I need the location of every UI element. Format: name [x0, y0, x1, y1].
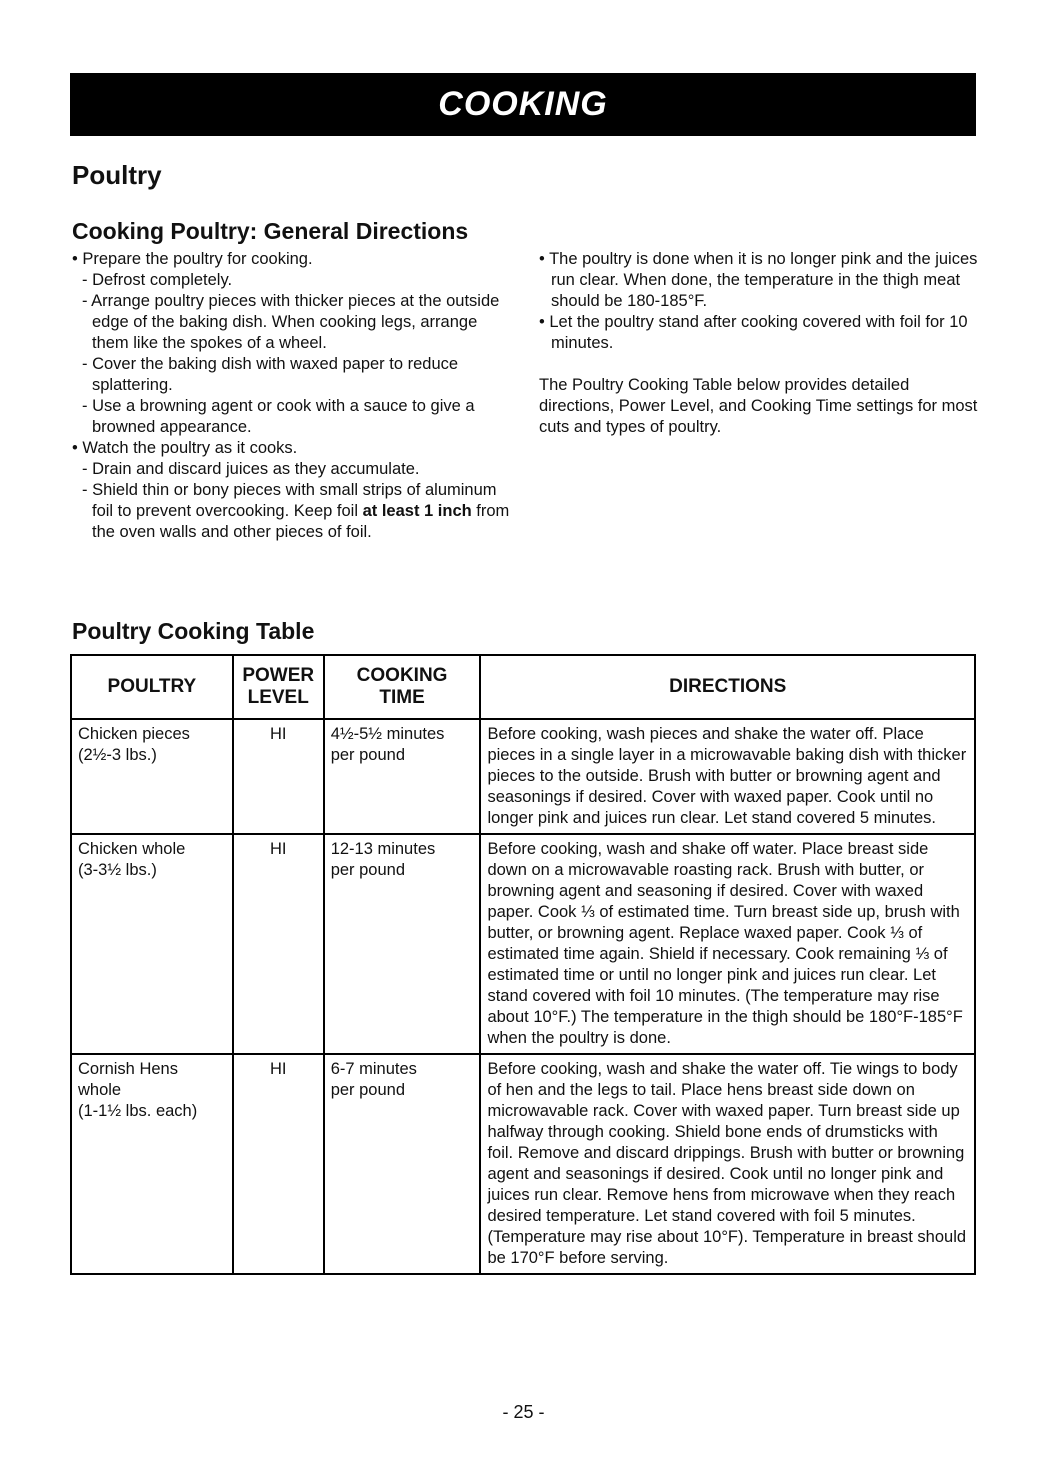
direction-item: • Prepare the poultry for cooking. — [72, 250, 313, 268]
direction-item: • Watch the poultry as it cooks. — [72, 439, 298, 457]
cell-directions: Before cooking, wash and shake off water. Place breast side down on a microwavable roasting rack. Brush with butter, or browning agent and seasoning if desired. Cover with waxed paper. Cook ⅓ of estimated time. Turn breast side up, brush with butter, or browning agent. Replace waxed paper. Cook ⅓ of estimated time again. Shield if necessary. Cook remaining ⅓ of estimated time or until no longer pink and juices run clear. Let stand covered with foil 10 minutes. (The temperature may rise about 10°F.) The temperature in the thigh should be 180°F-185°F when the poultry is done. — [480, 834, 975, 1054]
poultry-name: Chicken pieces — [78, 725, 190, 743]
shield-text-pre: - Shield thin or bony pieces with small strips of aluminum foil to prevent overcooking. Keep foil — [82, 481, 497, 520]
section-title: Poultry — [72, 160, 162, 190]
direction-item: - Use a browning agent or cook with a sauce to give a browned appearance. — [82, 397, 475, 436]
cell-directions: Before cooking, wash and shake the water off. Tie wings to body of hen and the legs to tail. Place hens breast side down on microwavable rack. Cover with waxed paper. Turn breast side up halfway through cooking. Shield bone ends of drumsticks with foil. Remove and discard drippings. Brush with butter or browning agent and seasonings if desired. Cook until no longer pink and juices run clear. Remove hens from microwave when they reach desired temperature. Let stand covered with foil 5 minutes. (Temperature may rise about 10°F). Temperature in breast should be 170°F before serving. — [480, 1054, 975, 1274]
cell-poultry — [71, 1054, 233, 1274]
table-heading: Poultry Cooking Table — [72, 618, 315, 644]
time-unit: per pound — [330, 1081, 406, 1099]
table-header-row — [71, 655, 975, 719]
poultry-type: whole — [78, 1081, 122, 1099]
poultry-name: Chicken whole — [78, 840, 186, 858]
table-row — [71, 834, 975, 1054]
direction-item: - Defrost completely. — [82, 271, 233, 289]
cell-time — [324, 719, 481, 834]
poultry-weight: (3-3½ lbs.) — [78, 861, 157, 879]
poultry-weight: (2½-3 lbs.) — [78, 746, 157, 764]
cell-time — [324, 1054, 481, 1274]
direction-item: • Let the poultry stand after cooking covered with foil for 10 minutes. — [539, 313, 968, 352]
header-directions: DIRECTIONS — [480, 655, 975, 719]
page-number: - 25 - — [502, 1402, 545, 1422]
poultry-weight: (1-1½ lbs. each) — [78, 1102, 198, 1120]
time-value: 4½-5½ minutes — [330, 725, 445, 743]
time-unit: per pound — [330, 861, 406, 879]
cell-power: HI — [233, 834, 324, 1054]
header-poultry: POULTRY — [71, 655, 233, 719]
cell-power: HI — [233, 719, 324, 834]
header-power-line2: LEVEL — [247, 687, 309, 708]
table-intro-paragraph: The Poultry Cooking Table below provides detailed directions, Power Level, and Cooking Time settings for most cuts and types of poultry. — [539, 376, 978, 436]
page-banner — [70, 73, 976, 136]
direction-item-shield — [72, 480, 512, 543]
header-power-level — [233, 655, 324, 719]
general-directions-right — [539, 249, 979, 438]
time-unit: per pound — [330, 746, 406, 764]
direction-item: • The poultry is done when it is no longer pink and the juices run clear. When done, the temperature in the thigh meat should be 180-185°F. — [539, 250, 978, 310]
header-time-line1: COOKING — [356, 665, 448, 686]
shield-text-post: from the oven walls and other pieces of foil. — [92, 502, 510, 541]
cell-poultry — [71, 719, 233, 834]
table-row — [71, 1054, 975, 1274]
cell-directions: Before cooking, wash pieces and shake the water off. Place pieces in a single layer in a microwavable baking dish with thicker pieces to the outside. Brush with butter or browning agent and seasonings if desired. Cover with waxed paper. Cook until no longer pink and juices run clear. Let stand covered 5 minutes. — [480, 719, 975, 834]
poultry-cooking-table — [70, 654, 976, 1275]
cell-time — [324, 834, 481, 1054]
general-directions-left — [72, 249, 512, 543]
shield-text-bold: at least 1 inch — [362, 502, 472, 520]
header-power-line1: POWER — [242, 665, 315, 686]
banner-title: COOKING — [438, 85, 608, 123]
time-value: 6-7 minutes — [330, 1060, 417, 1078]
direction-item: - Drain and discard juices as they accumulate. — [82, 460, 420, 478]
general-directions-heading: Cooking Poultry: General Directions — [72, 218, 469, 244]
poultry-name: Cornish Hens — [78, 1060, 178, 1078]
cell-power: HI — [233, 1054, 324, 1274]
direction-item: - Arrange poultry pieces with thicker pieces at the outside edge of the baking dish. When cooking legs, arrange them like the spokes of a wheel. — [82, 292, 500, 352]
cell-poultry — [71, 834, 233, 1054]
direction-item: - Cover the baking dish with waxed paper to reduce splattering. — [82, 355, 459, 394]
header-time-line2: TIME — [379, 687, 425, 708]
header-cooking-time — [324, 655, 481, 719]
table-row — [71, 719, 975, 834]
time-value: 12-13 minutes — [330, 840, 436, 858]
